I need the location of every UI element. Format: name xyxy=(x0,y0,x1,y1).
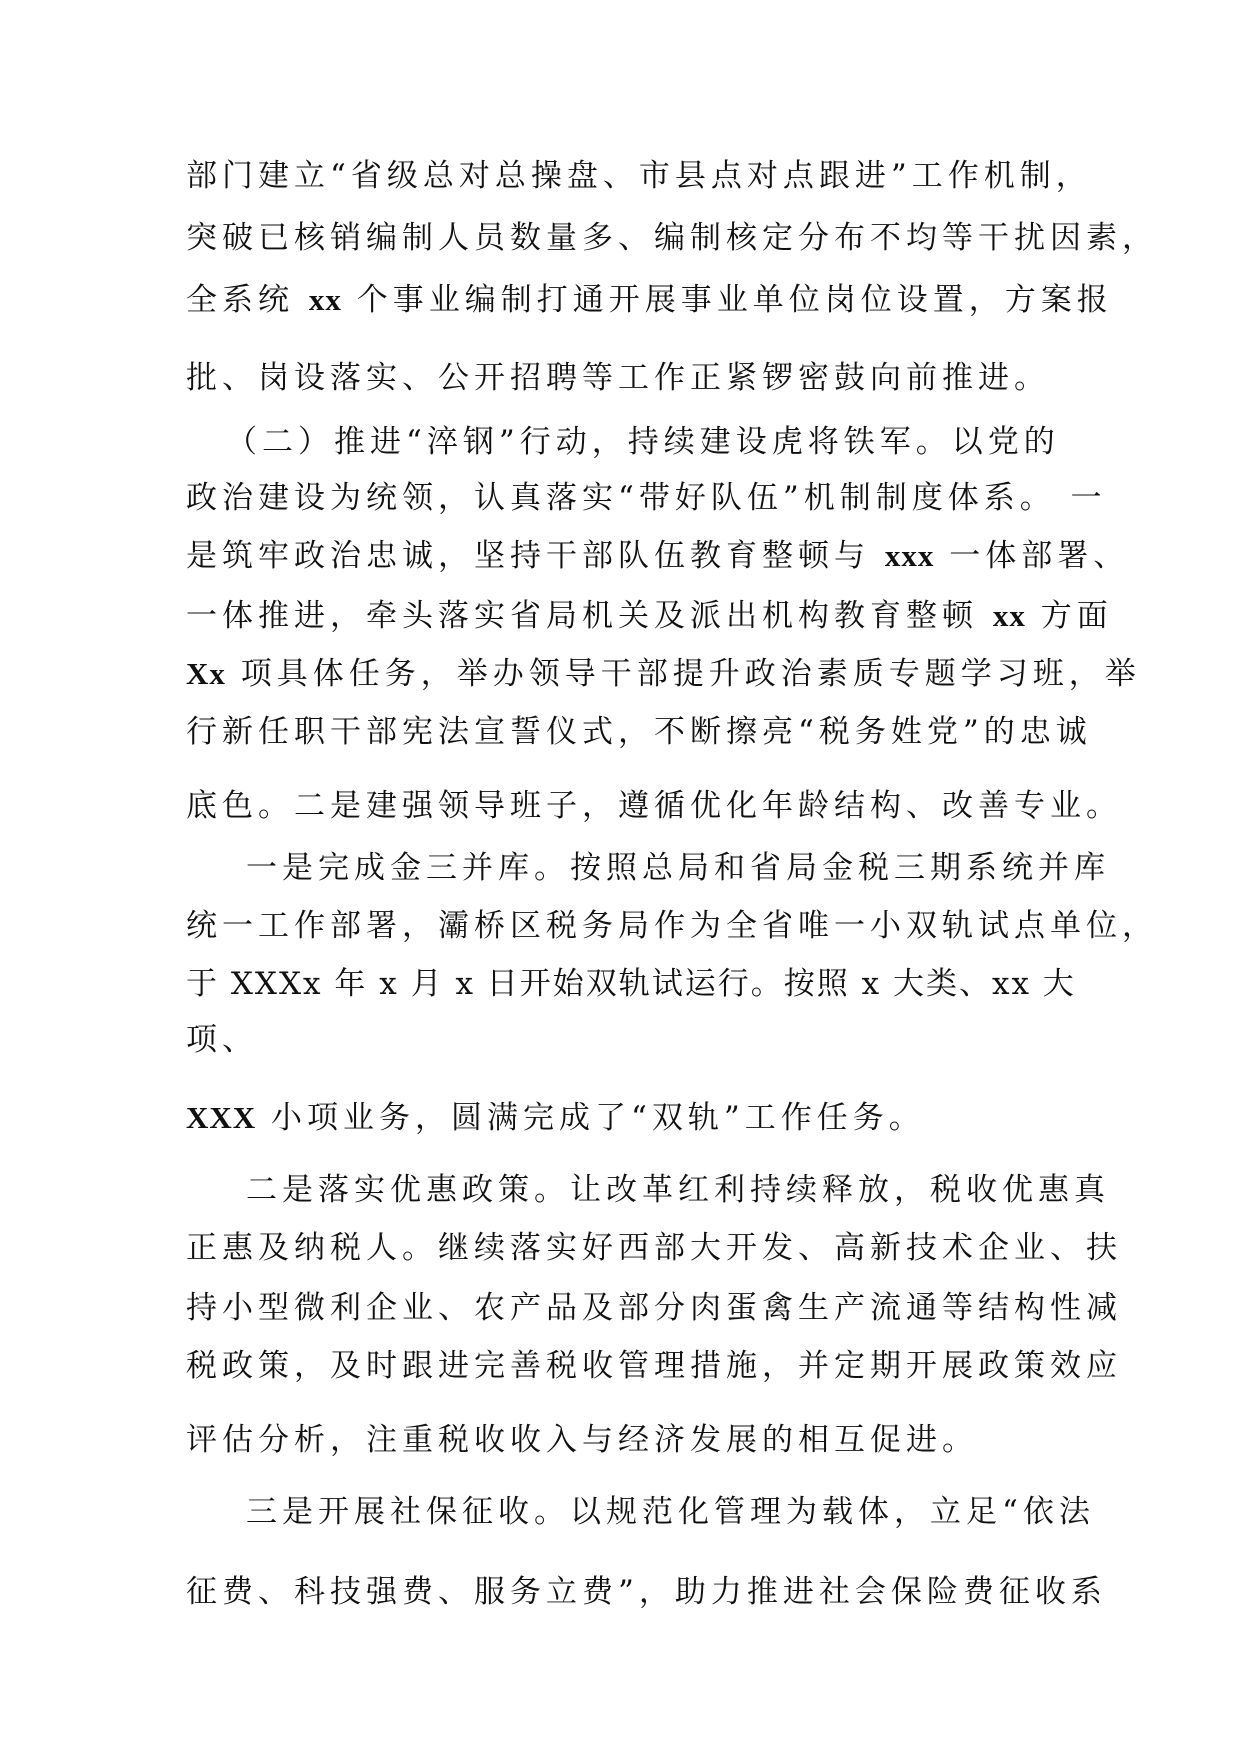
text-line: 是筑牢政治忠诚，坚持干部队伍教育整顿与 xxx 一体部署、 xyxy=(186,538,1130,574)
paragraph-start-line: 一是完成金三并库。按照总局和省局金税三期系统并库 xyxy=(246,850,1110,886)
paragraph-start-line: 二是落实优惠政策。让改革红利持续释放，税收优惠真 xyxy=(246,1172,1110,1208)
text-line: 部门建立“省级总对总操盘、市县点对点跟进”工作机制， xyxy=(186,158,1092,194)
text-line: 政治建设为统领，认真落实“带好队伍”机制制度体系。 一 xyxy=(186,480,1107,516)
bold-placeholder: Xx xyxy=(186,656,226,691)
text-line: 批、岗设落实、公开招聘等工作正紧锣密鼓向前推进。 xyxy=(186,360,1050,396)
bold-placeholder: xx xyxy=(992,598,1026,633)
text-line: 税政策，及时跟进完善税收管理措施，并定期开展政策效应 xyxy=(186,1348,1122,1384)
text-line: 底色。二是建强领导班子，遵循优化年龄结构、改善专业。 xyxy=(186,788,1122,824)
bold-placeholder: XXX xyxy=(186,1100,257,1135)
text-line: 统一工作部署，灞桥区税务局作为全省唯一小双轨试点单位， xyxy=(186,908,1158,944)
text-line: 持小型微利企业、农产品及部分肉蛋禽生产流通等结构性减 xyxy=(186,1290,1122,1326)
text-line: 一体推进，牵头落实省局机关及派出机构教育整顿 xx 方面 xyxy=(186,598,1113,634)
text-line: 于 XXXx 年 x 月 x 日开始双轨试运行。按照 x 大类、xx 大 xyxy=(186,966,1076,1002)
text-line: Xx 项具体任务，举办领导干部提升政治素质专题学习班，举 xyxy=(186,656,1141,692)
text-line: 项、 xyxy=(186,1022,258,1058)
section-heading-line: （二）推进“淬钢”行动，持续建设虎将铁军。以党的 xyxy=(226,424,1060,460)
paragraph-start-line: 三是开展社保征收。以规范化管理为载体，立足“依法 xyxy=(246,1494,1095,1530)
bold-placeholder: xx xyxy=(308,282,342,317)
bold-placeholder: xxx xyxy=(884,538,935,573)
text-line: 突破已核销编制人员数量多、编制核定分布不均等干扰因素， xyxy=(186,220,1158,256)
text-line: 全系统 xx 个事业编制打通开展事业单位岗位设置，方案报 xyxy=(186,282,1113,318)
text-line: 行新任职干部宪法宣誓仪式，不断擦亮“税务姓党”的忠诚 xyxy=(186,714,1092,750)
text-line: 征费、科技强费、服务立费”，助力推进社会保险费征收系 xyxy=(186,1574,1107,1610)
text-line: 正惠及纳税人。继续落实好西部大开发、高新技术企业、扶 xyxy=(186,1230,1122,1266)
text-line: 评估分析，注重税收收入与经济发展的相互促进。 xyxy=(186,1422,978,1458)
text-line: XXX 小项业务，圆满完成了“双轨”工作任务。 xyxy=(186,1100,925,1136)
